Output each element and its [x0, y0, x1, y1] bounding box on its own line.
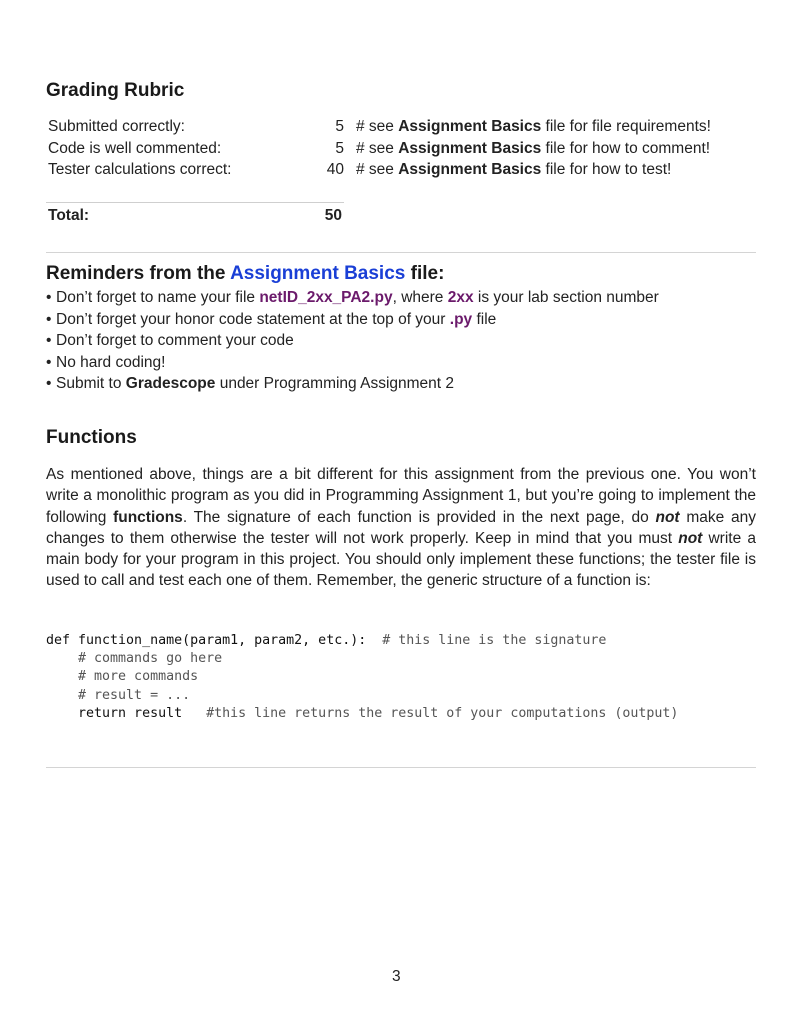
functions-paragraph — [46, 464, 756, 592]
reminders-list — [46, 287, 659, 395]
section-divider — [46, 252, 756, 253]
bullet: • — [46, 289, 52, 306]
filename-code: netID_2xx_PA2.py — [259, 289, 393, 306]
rubric-points: 5 — [335, 118, 344, 135]
list-item — [46, 352, 659, 374]
rubric-note — [350, 159, 746, 181]
para-emphasis: not — [678, 529, 703, 547]
extension-code: .py — [449, 310, 473, 328]
note-bold: Assignment Basics — [398, 118, 542, 135]
rubric-row — [46, 159, 746, 181]
code-text: def function_name(param1, param2, etc.): — [46, 633, 367, 648]
rubric-label: Code is well commented: — [48, 139, 222, 157]
code-block — [46, 632, 756, 723]
list-item — [46, 373, 659, 395]
rubric-points: 40 — [326, 161, 344, 178]
note-suffix: file for how to comment! — [541, 139, 711, 157]
rubric-label: Submitted correctly: — [48, 118, 185, 135]
total-label: Total: — [48, 207, 90, 224]
note-suffix: file for file requirements! — [541, 118, 711, 135]
rubric-title: Grading Rubric — [46, 80, 185, 101]
rubric-note — [350, 116, 746, 138]
page-number: 3 — [392, 968, 401, 985]
title-suffix: file: — [405, 263, 445, 284]
list-item — [46, 287, 659, 309]
para-text: As mentioned above, things are a bit different for this assignment from the previous one. You won’t write a monolithic program as you did in Programming Assignment 1, but you’re going to implement the following — [46, 466, 756, 526]
rubric-total — [46, 202, 344, 224]
list-item — [46, 330, 659, 352]
item-text: is your lab section number — [473, 289, 659, 306]
code-line — [46, 705, 756, 723]
section-code: 2xx — [447, 289, 474, 306]
item-text: Don’t forget to comment your code — [56, 332, 294, 349]
note-suffix: file for how to test! — [541, 161, 672, 178]
assignment-basics-link[interactable]: Assignment Basics — [230, 263, 406, 284]
code-comment: # this line is the signature — [366, 633, 607, 648]
total-value: 50 — [324, 207, 342, 224]
para-emphasis: not — [655, 508, 680, 526]
code-line: # more commands — [46, 669, 199, 685]
para-text: write a main body for your program in this project. You should only implement these functions; the tester file is used to call and test each one of them. Remember, the generic structure of a function is: — [46, 529, 756, 590]
item-text: Don’t forget to name your file — [56, 289, 260, 306]
item-text: No hard coding! — [56, 353, 166, 371]
rubric-row — [46, 138, 746, 160]
title-prefix: Reminders from the — [46, 263, 231, 284]
bullet: • — [46, 375, 52, 392]
note-prefix: # see — [356, 118, 399, 135]
para-bold: functions — [113, 508, 183, 526]
rubric-points: 5 — [335, 139, 344, 157]
rubric-label: Tester calculations correct: — [48, 161, 232, 178]
item-text: file — [472, 310, 497, 328]
section-divider — [46, 767, 756, 768]
gradescope-bold: Gradescope — [125, 375, 216, 392]
code-line: # commands go here — [46, 651, 223, 667]
code-comment: #this line returns the result of your computations (output) — [182, 705, 679, 721]
item-text: Submit to — [56, 375, 126, 392]
code-line — [46, 632, 756, 650]
rubric-row — [46, 116, 746, 138]
rubric-table — [46, 116, 746, 181]
item-text: under Programming Assignment 2 — [215, 375, 455, 392]
note-bold: Assignment Basics — [398, 161, 542, 178]
para-text: . The signature of each function is provided in the next page, do — [182, 508, 656, 526]
note-prefix: # see — [356, 161, 399, 178]
item-text: , where — [392, 289, 448, 306]
item-text: Don’t forget your honor code statement at the top of your — [56, 310, 450, 328]
bullet: • — [46, 332, 52, 349]
code-text: return result — [46, 705, 183, 721]
rubric-note — [350, 138, 746, 160]
bullet: • — [46, 310, 52, 328]
para-text: make any changes to them otherwise the tester will not work properly. Keep in mind that you must — [46, 508, 756, 547]
bullet: • — [46, 353, 52, 371]
note-bold: Assignment Basics — [398, 139, 542, 157]
code-line: # result = ... — [46, 687, 191, 703]
reminders-title — [46, 263, 444, 285]
note-prefix: # see — [356, 139, 399, 157]
functions-title: Functions — [46, 427, 137, 448]
list-item — [46, 309, 659, 331]
